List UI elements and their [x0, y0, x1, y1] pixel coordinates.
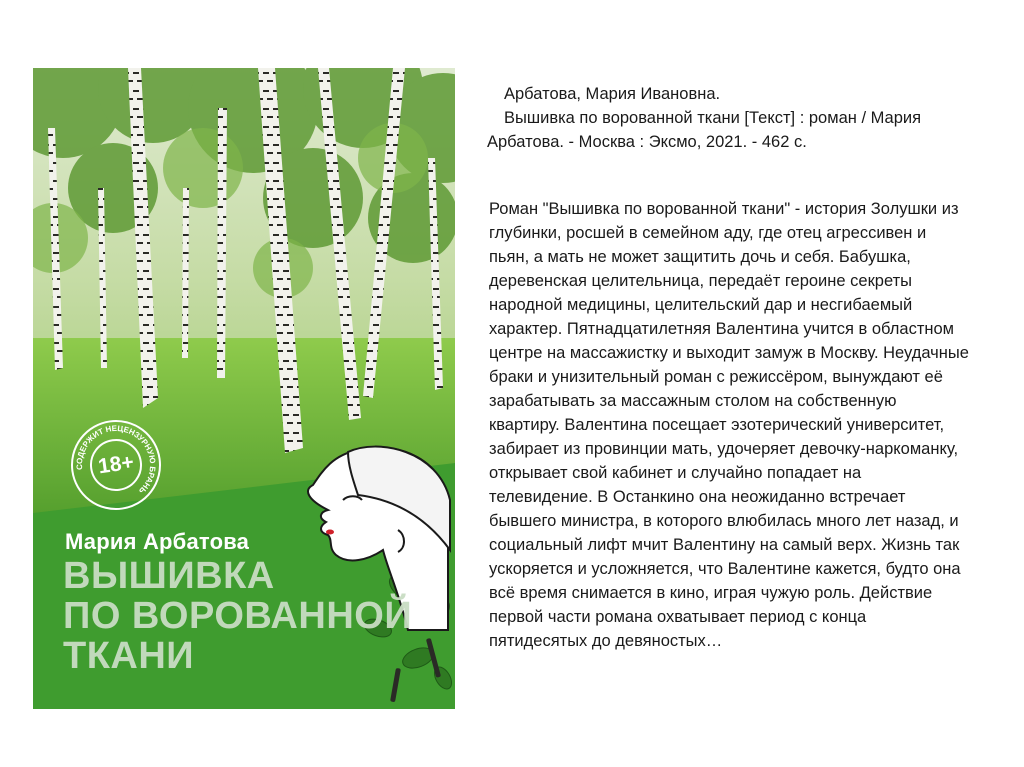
age-rating-badge — [65, 414, 167, 516]
cover-title-line-2: ПО ВОРОВАННОЙ — [63, 595, 413, 637]
age-warning-ring — [67, 416, 164, 513]
cover-title-line-1: ВЫШИВКА — [63, 555, 275, 597]
cover-author: Мария Арбатова — [65, 529, 250, 554]
biblio-description: Вышивка по ворованной ткани [Текст] : роман / Мария Арбатова. - Москва : Эксмо, 2021. - 462 с. — [487, 109, 922, 151]
bibliographic-record — [487, 82, 987, 154]
book-cover — [33, 68, 455, 709]
book-annotation: Роман "Вышивка по ворованной ткани" - история Золушки из глубинки, росшей в семейном аду, где отец агрессивен и пьян, а мать не может защитить дочь и себя. Бабушка, деревенская целительница, передаёт героине секреты народной медицины, целительский дар и несгибаемый характер. Пятнадцатилетняя Валентина учится в областном центре на массажистку и выходит замуж в Москву. Неудачные браки и унизительный роман с режиссёром, вынуждают её зарабатывать за массажным столом на собственную квартиру. Валентина посещает эзотерический университет, забирает из провинции мать, удочеряет девочку-наркоманку, открывает свой кабинет и случайно попадает на телевидение. В Останкино она неожиданно встречает бывшего министра, в которого влюбилась много лет назад, и социальный лифт мчит Валентину на самый верх. Жизнь так ускоряется и усложняется, что Валентине кажется, будто она всё время снимается в кино, играя чужую роль. Действие первой части романа охватывает период с конца пятидесятых до девяностых… — [489, 200, 969, 650]
biblio-author: Арбатова, Мария Ивановна. — [504, 85, 721, 103]
cover-title — [63, 556, 412, 676]
age-warning-text: СОДЕРЖИТ НЕЦЕНЗУРНУЮ БРАНЬ — [74, 423, 158, 496]
svg-text:СОДЕРЖИТ НЕЦЕНЗУРНУЮ БРАНЬ — [70, 419, 162, 505]
cover-title-line-3: ТКАНИ — [63, 635, 195, 677]
age-rating: 18+ — [87, 436, 146, 495]
